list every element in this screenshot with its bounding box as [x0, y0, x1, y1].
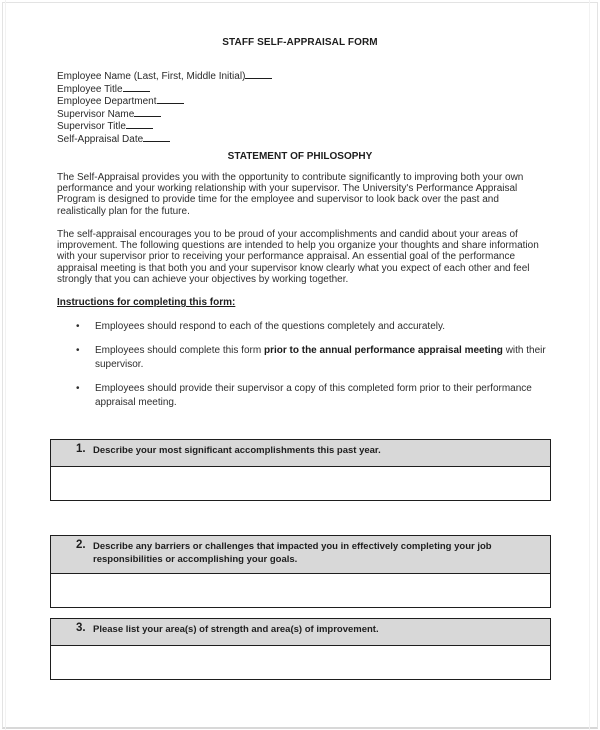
field-label: Employee Department — [57, 96, 157, 107]
answer-field-1[interactable] — [51, 467, 550, 500]
question-box-1 — [50, 439, 551, 501]
question-box-2 — [50, 535, 551, 608]
instructions-heading: Instructions for completing this form: — [57, 297, 236, 308]
question-box-3 — [50, 618, 551, 680]
field-self-appraisal-date — [57, 133, 272, 146]
list-item-text-end: with their supervisor. — [95, 345, 546, 370]
question-header — [51, 440, 550, 467]
list-item-emphasis: prior to the annual performance appraisal meeting — [263, 345, 503, 356]
list-item — [76, 382, 555, 409]
bullet-icon: • — [76, 383, 80, 394]
philosophy-paragraph-1: The Self-Appraisal provides you with the opportunity to contribute significantly to improving both your own performance and your working relationship with your supervisor. The University's Performance Appraisal Program is designed to provide time for the employee and supervisor to look back over the past and realistically plan for the future. — [57, 172, 524, 217]
bullet-icon: • — [76, 345, 80, 356]
list-item-text: Employees should complete this form — [95, 345, 264, 356]
supervisor-name-blank[interactable] — [134, 108, 161, 117]
self-appraisal-date-blank[interactable] — [143, 133, 170, 142]
philosophy-heading: STATEMENT OF PHILOSOPHY — [227, 151, 373, 162]
question-header — [51, 536, 550, 574]
question-text: Describe any barriers or challenges that impacted you in effectively completing your job responsibilities or accomplishing your goals. — [93, 541, 492, 565]
answer-field-2[interactable] — [51, 574, 550, 607]
field-label: Employee Name (Last, First, Middle Initial) — [57, 71, 246, 82]
field-employee-department — [57, 95, 272, 108]
field-label: Supervisor Title — [57, 121, 126, 132]
list-item — [76, 320, 555, 334]
field-employee-title — [57, 83, 272, 96]
field-label: Self-Appraisal Date — [57, 133, 144, 145]
question-header — [51, 619, 550, 646]
list-item — [76, 344, 555, 371]
list-item-text: Employees should provide their supervisor a copy of this completed form prior to their performance appraisal meeting. — [95, 383, 532, 408]
supervisor-title-blank[interactable] — [126, 120, 153, 129]
philosophy-paragraph-2: The self-appraisal encourages you to be proud of your accomplishments and candid about your areas of improvement. The following questions are intended to help you organize your thoughts and share information with your supervisor prior to receiving your performance appraisal. An essential goal of the performance appraisal meeting is that both you and your supervisor know clearly what you expect of each other and feel strongly that you can achieve your objectives by working together. — [57, 229, 539, 285]
field-label: Employee Title — [57, 83, 123, 95]
question-text: Describe your most significant accomplishments this past year. — [93, 445, 381, 456]
question-number: 2. — [76, 539, 86, 551]
employee-title-blank[interactable] — [123, 83, 150, 92]
form-title: STAFF SELF-APPRAISAL FORM — [222, 37, 378, 48]
question-number: 1. — [76, 443, 86, 455]
field-supervisor-name — [57, 108, 272, 121]
employee-department-blank[interactable] — [157, 95, 184, 104]
bullet-icon: • — [76, 321, 80, 332]
list-item-text: Employees should respond to each of the questions completely and accurately. — [95, 321, 446, 332]
employee-info-fields — [57, 70, 272, 145]
question-text: Please list your area(s) of strength and area(s) of improvement. — [93, 624, 379, 635]
field-supervisor-title — [57, 120, 272, 133]
field-employee-name — [57, 70, 272, 83]
question-number: 3. — [76, 622, 86, 634]
answer-field-3[interactable] — [51, 646, 550, 679]
employee-name-blank[interactable] — [245, 70, 272, 79]
field-label: Supervisor Name — [57, 108, 135, 120]
